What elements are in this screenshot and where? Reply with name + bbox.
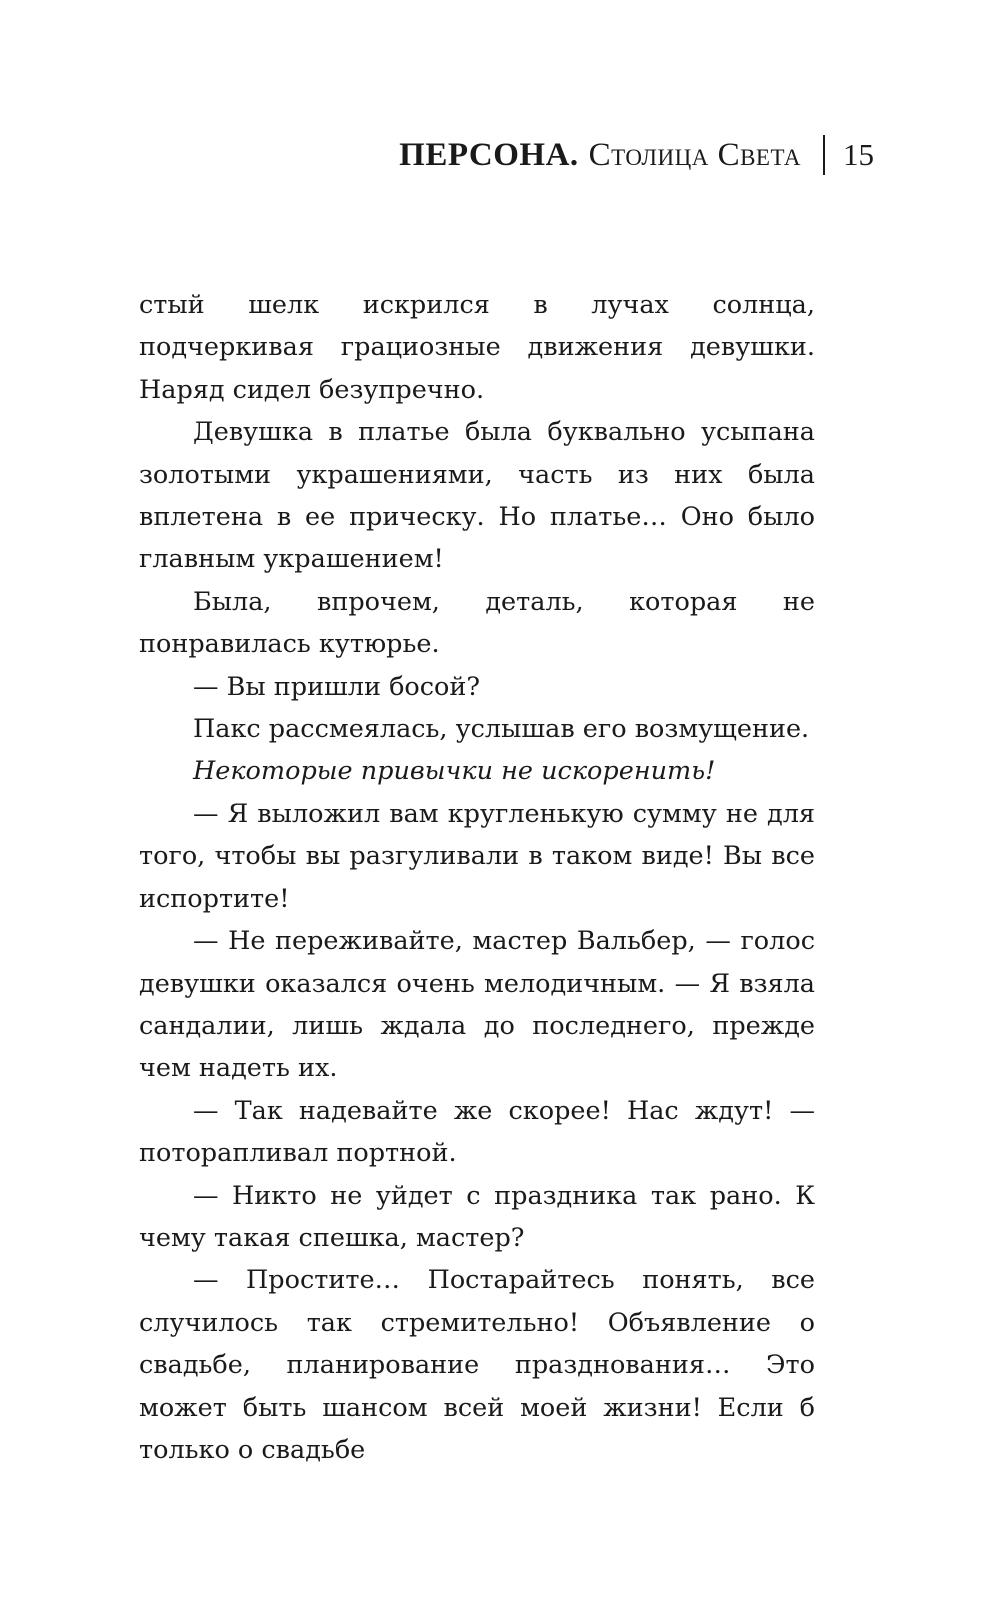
header-separator bbox=[823, 135, 825, 175]
body-text bbox=[139, 284, 815, 1471]
dialogue-line: — Никто не уйдет с праздника так рано. К чему такая спешка, мастер? bbox=[139, 1180, 815, 1253]
dialogue-line: — Так надевайте же скорее! Нас ждут! — поторапливал портной. bbox=[139, 1095, 815, 1169]
book-title: ПЕРСОНА. bbox=[399, 136, 579, 173]
dialogue-line: — Не переживайте, мастер Вальбер, — голос девушки оказался очень мелодичным. — Я взяла сандалии, лишь ждала до последнего, прежде чем надеть их. bbox=[139, 926, 815, 1084]
dialogue-line: — Простите… Постарайтесь понять, все случилось так стремительно! Объявление о свадьбе, планирование празднования… Это может быть шансом всей моей жизни! Если б только о свадьбе bbox=[139, 1265, 815, 1465]
running-head bbox=[399, 130, 874, 180]
paragraph: Девушка в платье была буквально усыпана золотыми украшениями, часть из них была вплетена в ее прическу. Но платье… Оно было главным украшением! bbox=[139, 417, 815, 575]
dialogue-line: — Вы пришли босой? bbox=[193, 671, 481, 702]
paragraph: Была, впрочем, деталь, которая не понравилась кутюрье. bbox=[139, 586, 815, 660]
paragraph: Пакс рассмеялась, услышав его возмущение. bbox=[193, 714, 810, 745]
paragraph-continuation: стый шелк искрился в лучах солнца, подчеркивая грациозные движения девушки. Наряд сидел безупречно. bbox=[139, 290, 815, 405]
book-subtitle: Столица Света bbox=[588, 136, 801, 173]
dialogue-line: — Я выложил вам кругленькую сумму не для того, чтобы вы разгуливали в таком виде! Вы все испортите! bbox=[139, 798, 815, 914]
page-number: 15 bbox=[843, 137, 874, 172]
italic-thought: Некоторые привычки не искоренить! bbox=[193, 756, 716, 787]
